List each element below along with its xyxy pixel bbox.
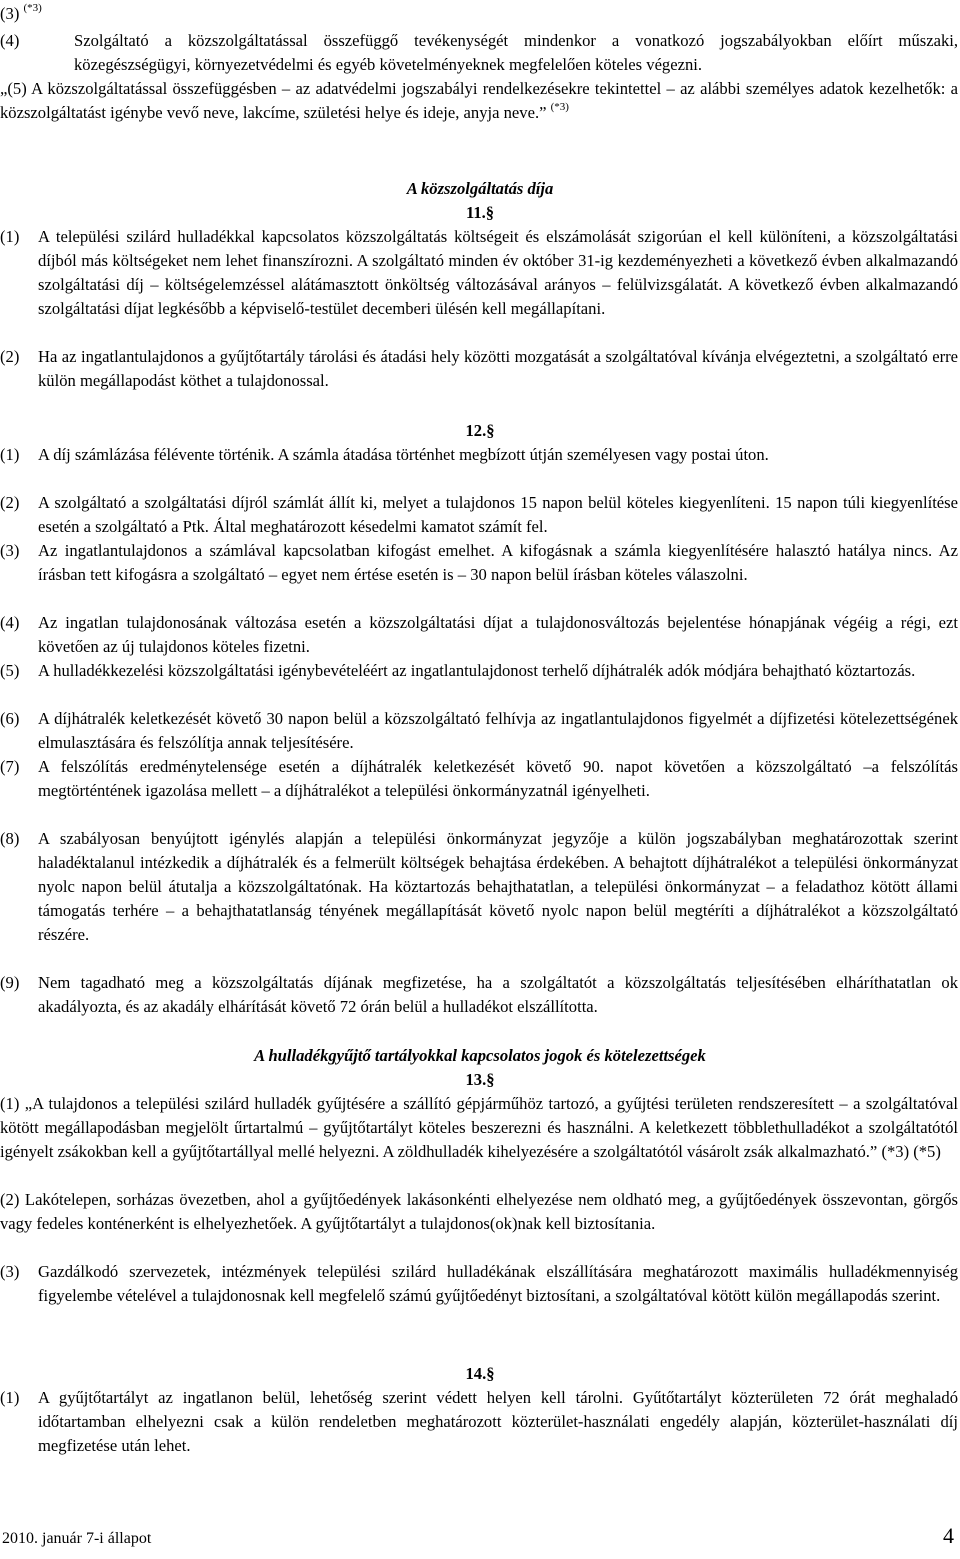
paragraph-number: (3): [0, 541, 20, 560]
paragraph-number: (2): [0, 493, 20, 512]
s12-paragraph-1: [0, 443, 958, 467]
s14-paragraph-1: [0, 1386, 958, 1458]
section-number-13: 13.§: [465, 1070, 495, 1089]
paragraph-number: (9): [0, 973, 20, 992]
paragraph-text: Ha az ingatlantulajdonos a gyűjtőtartály tárolási és átadási hely közötti mozgatását a szolgáltatóval kívánja elvégeztetni, a szolgáltató erre külön megállapodást köthet a tulajdonossal.: [38, 347, 958, 390]
s12-paragraph-7: [0, 755, 958, 803]
section-title-containers: A hulladékgyűjtő tartályokkal kapcsolatos jogok és kötelezettségek: [254, 1046, 706, 1065]
s11-paragraph-2: [0, 345, 958, 393]
paragraph-number: (4): [0, 31, 20, 50]
paragraph-number: (5): [0, 661, 20, 680]
paragraph-number: (3): [0, 1262, 20, 1281]
page-number: 4: [943, 1523, 954, 1548]
paragraph-text: A települési szilárd hulladékkal kapcsolatos közszolgáltatás költségeit és elszámolását szigorúan el kell különíteni, a közszolgáltatási díjból más költségeket nem lehet finanszírozni. A szolgáltató minden év október 31-ig kezdeményezheti a következő évben alkalmazandó szolgáltatási díj – költségelemzéssel alátámasztott önköltség változásával arányos – felülvizsgálatát. A következő évben alkalmazandó szolgáltatási díjat legkésőbb a képviselő-testület decemberi ülésén kell megállapítani.: [38, 227, 958, 318]
paragraph-text: Az ingatlan tulajdonosának változása esetén a közszolgáltatási díjat a tulajdonosváltozás bejelentése hónapjának végéig a régi, ezt követően az új tulajdonos köteles fizetni.: [38, 613, 958, 656]
s13-paragraph-2: (2) Lakótelepen, sorházas övezetben, ahol a gyűjtőedények lakásonkénti elhelyezése nem oldható meg, a gyűjtőedények összevontan, görgős vagy fedeles konténerként is elhelyezhetőek. A gyűjtőtartályt a tulajdonos(ok)nak kell biztosítania.: [0, 1190, 958, 1233]
section-number-12: 12.§: [465, 421, 495, 440]
s12-paragraph-8: [0, 827, 958, 947]
paragraph-number: (6): [0, 709, 20, 728]
s13-paragraph-1: (1) „A tulajdonos a települési szilárd hulladék gyűjtésére a szállító gépjárműhöz tartozó, a gyűjtési területen rendszeresített – a szolgáltatóval kötött megállapodásban megjelölt űrtartalmú – gyűjtőtartályt köteles beszerezni és használni. A keletkezett többlethulladékot a szolgáltatótól igényelt zsákokban kell a gyűjtőtartállyal mellé helyezni. A zöldhulladék kihelyezésére a szolgáltatótól vásárolt zsák alkalmazható.” (*3) (*5): [0, 1094, 958, 1161]
paragraph-text: „(5) A közszolgáltatással összefüggésben – az adatvédelmi jogszabályi rendelkezésekre tekintettel – az alábbi személyes adatok kezelhetők: a közszolgáltatást igénybe vevő neve, lakcíme, születési helye és ideje, anyja neve.”: [0, 79, 958, 122]
s12-paragraph-3: [0, 539, 958, 587]
s12-paragraph-2: [0, 491, 958, 539]
footnote-ref: (*3): [550, 101, 569, 113]
paragraph-text: A díjhátralék keletkezését követő 30 napon belül a közszolgáltató felhívja az ingatlantulajdonos figyelmét a díjfizetési kötelezettségének elmulasztására és felszólítja annak teljesítésére.: [38, 709, 958, 752]
paragraph-text: Szolgáltató a közszolgáltatással összefüggő tevékenységét mindenkor a vonatkozó jogszabályokban előírt műszaki, közegészségügyi, környezetvédelmi és egyéb követelményeknek megfelelően köteles végezni.: [74, 31, 958, 74]
paragraph-number: (7): [0, 757, 20, 776]
section-number-11: 11.§: [465, 203, 495, 222]
paragraph-number: (2): [0, 347, 20, 366]
section-number-14: 14.§: [465, 1364, 495, 1383]
paragraph-5: [0, 77, 958, 125]
paragraph-number: (3): [0, 4, 20, 23]
footnote-ref: (*3): [23, 2, 42, 14]
paragraph-text: A gyűjtőtartályt az ingatlanon belül, lehetőség szerint védett helyen kell tárolni. Gyűtőtartályt közterületen 72 órát meghaladó időtartamban elhelyezni csak a külön rendeletben meghatározott közterület-használati engedély alapján, közterület-használati díj megfizetése után lehet.: [38, 1388, 958, 1455]
paragraph-text: Gazdálkodó szervezetek, intézmények települési szilárd hulladékának elszállítására meghatározott maximális hulladékmennyiség figyelembe vételével a tulajdonosnak kell megfelelő számú gyűjtőedényt biztosítani, a szolgáltatóval kötött külön megállapodás szerint.: [38, 1262, 958, 1305]
paragraph-text: A díj számlázása félévente történik. A számla átadása történhet megbízott útján személyesen vagy postai úton.: [38, 445, 769, 464]
s12-paragraph-6: [0, 707, 958, 755]
s12-paragraph-5: [0, 659, 958, 683]
paragraph-number: (4): [0, 613, 20, 632]
paragraph-number: (1): [0, 1388, 20, 1407]
section-title-fee: A közszolgáltatás díja: [406, 179, 554, 198]
paragraph-text: A szolgáltató a szolgáltatási díjról számlát állít ki, melyet a tulajdonos 15 napon belül köteles kiegyenlíteni. 15 napon túli kiegyenlítése esetén a szolgáltató a Ptk. Által meghatározott késedelmi kamatot számít fel.: [38, 493, 958, 536]
paragraph-text: A szabályosan benyújtott igénylés alapján a települési önkormányzat jegyzője a külön jogszabályban meghatározottak szerint haladéktalanul intézkedik a díjhátralék és a felmerült költségek behajtása érdekében. A behajtott díjhátralékot a települési önkormányzat nyolc napon belül átutalja a közszolgáltatónak. Ha köztartozás behajthatatlan, a települési önkormányzat – a feladathoz kötött állami támogatás terhére – a behajthatatlanság tényének megállapítását követő nyolc napon belül megtéríti a díjhátralékot a közszolgáltató részére.: [38, 829, 958, 944]
s13-paragraph-3: [0, 1260, 958, 1308]
paragraph-number: (1): [0, 227, 20, 246]
paragraph-text: A hulladékkezelési közszolgáltatási igénybevételéért az ingatlantulajdonost terhelő díjhátralék adók módjára behajtható köztartozás.: [38, 661, 916, 680]
footer-date: 2010. január 7-i állapot: [2, 1530, 152, 1547]
s11-paragraph-1: [0, 225, 958, 321]
paragraph-text: Nem tagadható meg a közszolgáltatás díjának megfizetése, ha a szolgáltatót a közszolgáltatás teljesítésében elháríthatatlan ok akadályozta, és az akadály elhárítását követő 72 órán belül a hulladékot elszállította.: [38, 973, 958, 1016]
paragraph-3-marker: [0, 2, 958, 26]
paragraph-4: [0, 29, 958, 77]
paragraph-text: Az ingatlantulajdonos a számlával kapcsolatban kifogást emelhet. A kifogásnak a számla kiegyenlítésére halasztó hatálya nincs. Az írásban tett kifogásra a szolgáltató – egyet nem értése esetén is – 30 napon belül írásban köteles válaszolni.: [38, 541, 958, 584]
paragraph-text: A felszólítás eredménytelensége esetén a díjhátralék keletkezését követő 90. napot követően a közszolgáltató –a felszólítás megtörténtének igazolása mellett – a díjhátralékot a települési önkormányzatnál igényelheti.: [38, 757, 958, 800]
s12-paragraph-4: [0, 611, 958, 659]
s12-paragraph-9: [0, 971, 958, 1019]
paragraph-number: (8): [0, 829, 20, 848]
paragraph-number: (1): [0, 445, 20, 464]
